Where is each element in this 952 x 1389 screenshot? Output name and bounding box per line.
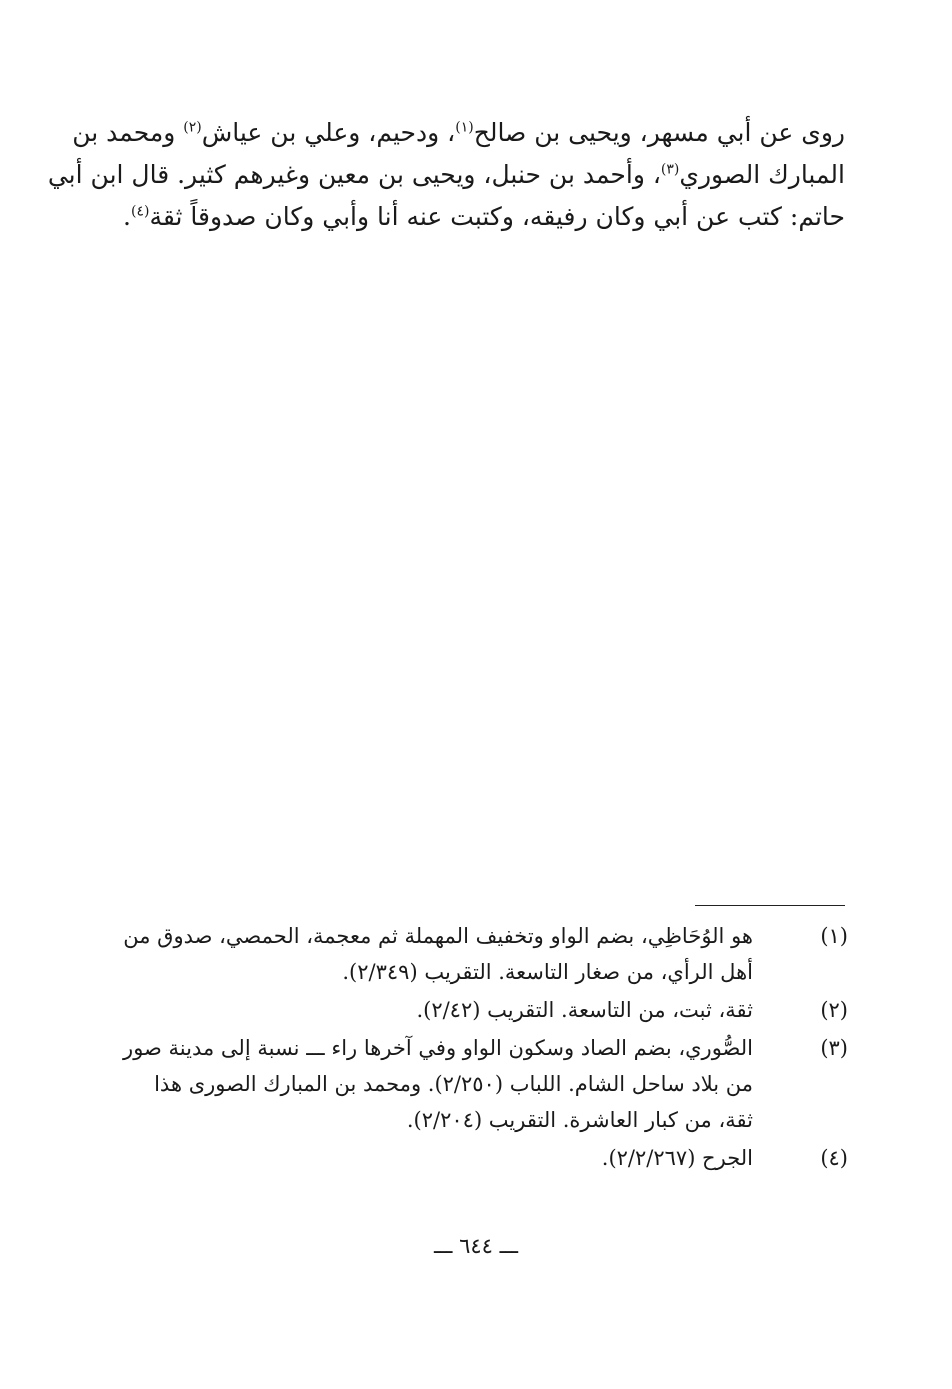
footnote-text [98, 1030, 753, 1138]
footnote-line: أهل الرأي، من صغار التاسعة. التقريب (٢/٣٤٩). [342, 960, 753, 984]
footnote-reference: (٤) [130, 203, 150, 220]
footnote-line: هو الوُحَاظِي، بضم الواو وتخفيف المهملة ثم معجمة، الحمصي، صدوق من [123, 924, 753, 948]
footnote-4 [98, 1140, 848, 1176]
footnote-line: ثقة، ثبت، من التاسعة. التقريب (٢/٤٢). [416, 998, 753, 1022]
footnote-number: (٢) [820, 998, 848, 1022]
main-text [47, 112, 845, 238]
footnote-line: من بلاد ساحل الشام. اللباب (٢/٢٥٠). ومحمد بن المبارك الصورى هذا [154, 1072, 753, 1096]
footnotes [98, 918, 848, 1178]
footnote-text [98, 992, 753, 1028]
footnote-number: (٤) [820, 1146, 848, 1170]
footnote-line: الصُّوري، بضم الصاد وسكون الواو وفي آخرها راء ـــ نسبة إلى مدينة صور [123, 1036, 753, 1060]
footnote-text [98, 1140, 753, 1176]
footnote-2 [98, 992, 848, 1028]
page-number: ـــ ٦٤٤ ـــ [433, 1234, 519, 1258]
footnote-3 [98, 1030, 848, 1138]
footnote-text [98, 918, 753, 990]
footnote-number: (٣) [820, 1036, 848, 1060]
footnote-reference: (١) [455, 119, 474, 136]
footnote-line: ثقة، من كبار العاشرة. التقريب (٢/٢٠٤). [406, 1108, 753, 1132]
footnote-number: (١) [820, 924, 848, 948]
main-text-line: المبارك الصوري$^{(٣)}$، وأحمد بن حنبل، ويحيى بن معين وغيرهم كثير. قال ابن أبي [47, 160, 845, 189]
footnote-1 [98, 918, 848, 990]
footnote-line: الجرح (٢/٢/٢٦٧). [601, 1146, 753, 1170]
main-text-line: حاتم: كتب عن أبي وكان رفيقه، وكتبت عنه أنا وأبي وكان صدوقاً ثقة$^{(٤)}$. [123, 202, 845, 231]
footnote-reference: (٢) [183, 119, 202, 136]
footnote-reference: (٣) [660, 161, 680, 178]
footnote-divider [695, 905, 845, 906]
main-text-line: روى عن أبي مسهر، ويحيى بن صالح$^{(١)}$، ودحيم، وعلي بن عياش$^{(٢)}$ ومحمد بن [72, 118, 845, 147]
